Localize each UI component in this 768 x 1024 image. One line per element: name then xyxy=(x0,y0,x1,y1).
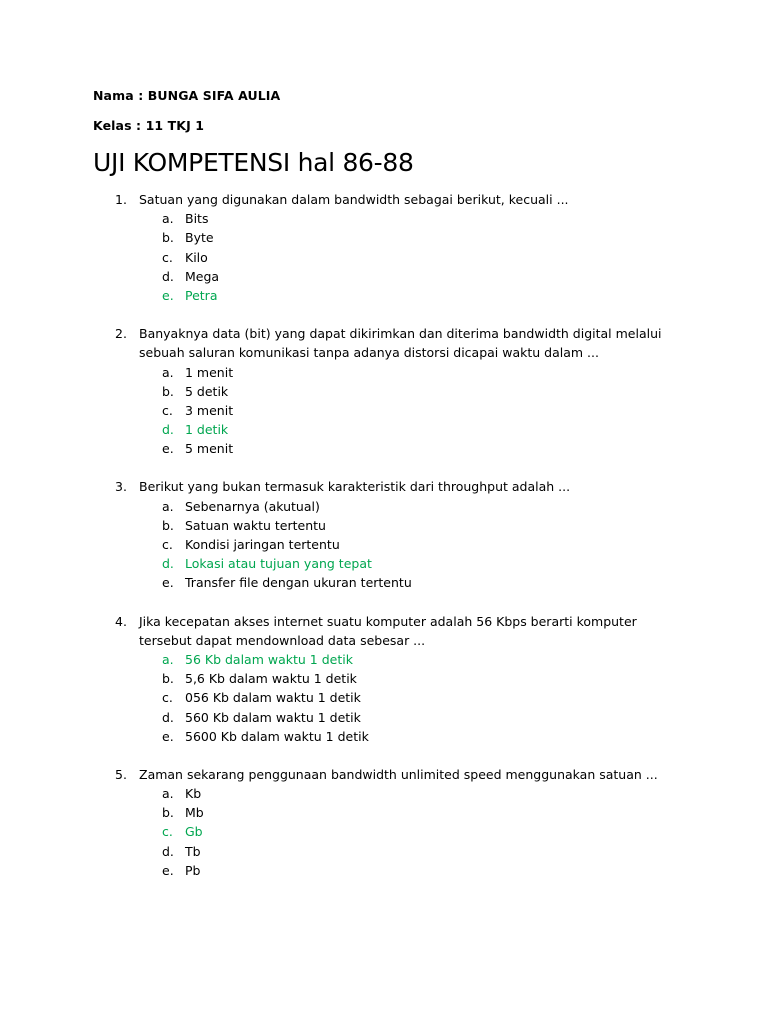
option-letter: d. xyxy=(162,709,174,725)
option-text: Transfer file dengan ukuran tertentu xyxy=(185,575,412,591)
option-letter: c. xyxy=(162,824,173,840)
answer-option xyxy=(0,439,768,458)
answer-option xyxy=(0,497,768,516)
question-line xyxy=(0,631,768,650)
option-text: Pb xyxy=(185,862,201,878)
question-text: Satuan yang digunakan dalam bandwidth sebagai berikut, kecuali ... xyxy=(139,192,569,207)
answer-option xyxy=(0,803,768,822)
answer-option-correct xyxy=(0,822,768,841)
option-text: 5,6 Kb dalam waktu 1 detik xyxy=(185,671,357,687)
question-text: Zaman sekarang penggunaan bandwidth unlimited speed menggunakan satuan ... xyxy=(139,766,658,782)
question-text: sebuah saluran komunikasi tanpa adanya distorsi dicapai waktu dalam ... xyxy=(139,345,599,361)
answer-option xyxy=(0,382,768,401)
option-text: Petra xyxy=(185,287,218,303)
option-text: 5600 Kb dalam waktu 1 detik xyxy=(185,728,369,744)
option-text: 3 menit xyxy=(185,402,234,418)
option-letter: b. xyxy=(162,230,174,246)
question-number: 3. xyxy=(115,479,127,495)
option-letter: b. xyxy=(162,671,174,687)
option-letter: c. xyxy=(162,402,173,418)
option-letter: a. xyxy=(162,211,174,227)
question-line xyxy=(0,477,768,496)
question-item xyxy=(0,612,768,746)
answer-option xyxy=(0,688,768,707)
question-number: 2. xyxy=(115,326,127,342)
question-number: 5. xyxy=(115,766,127,782)
answer-option-correct xyxy=(0,554,768,573)
option-letter: d. xyxy=(162,556,174,572)
option-letter: e. xyxy=(162,862,174,878)
option-text: Mega xyxy=(185,268,220,284)
option-text: Gb xyxy=(185,824,203,840)
option-letter: b. xyxy=(162,383,174,399)
answer-option xyxy=(0,401,768,420)
option-text: 560 Kb dalam waktu 1 detik xyxy=(185,709,361,725)
answer-option xyxy=(0,535,768,554)
option-text: Satuan waktu tertentu xyxy=(185,517,326,533)
answer-option xyxy=(0,209,768,228)
option-text: Mb xyxy=(185,805,204,821)
option-text: Bits xyxy=(185,211,209,227)
option-letter: b. xyxy=(162,517,174,533)
question-text: Jika kecepatan akses internet suatu komputer adalah 56 Kbps berarti komputer xyxy=(139,613,637,629)
answer-option xyxy=(0,267,768,286)
answer-option xyxy=(0,573,768,592)
answer-option-correct xyxy=(0,286,768,305)
question-line xyxy=(0,343,768,362)
question-item xyxy=(0,324,768,458)
answer-option xyxy=(0,363,768,382)
question-number: 1. xyxy=(115,192,127,207)
option-text: Kilo xyxy=(185,249,208,265)
question-item xyxy=(0,477,768,592)
question-line xyxy=(0,612,768,631)
option-letter: c. xyxy=(162,690,173,706)
option-text: Kb xyxy=(185,786,202,802)
option-letter: e. xyxy=(162,728,174,744)
question-list xyxy=(0,190,768,899)
option-letter: d. xyxy=(162,422,174,438)
option-letter: a. xyxy=(162,651,174,667)
option-letter: d. xyxy=(162,843,174,859)
question-text: Berikut yang bukan termasuk karakteristik dari throughput adalah ... xyxy=(139,479,571,495)
student-class: Kelas : 11 TKJ 1 xyxy=(93,118,205,133)
option-text: Tb xyxy=(185,843,201,859)
question-line xyxy=(0,324,768,343)
option-text: 56 Kb dalam waktu 1 detik xyxy=(185,651,353,667)
student-name: Nama : BUNGA SIFA AULIA xyxy=(93,88,281,103)
answer-option xyxy=(0,669,768,688)
option-letter: e. xyxy=(162,287,174,303)
question-line xyxy=(0,190,768,209)
answer-option xyxy=(0,784,768,803)
option-text: 1 detik xyxy=(185,422,229,438)
question-text: Banyaknya data (bit) yang dapat dikirimkan dan diterima bandwidth digital melalui xyxy=(139,326,662,342)
answer-option xyxy=(0,842,768,861)
option-text: Kondisi jaringan tertentu xyxy=(185,537,340,552)
question-line xyxy=(0,765,768,784)
option-text: Lokasi atau tujuan yang tepat xyxy=(185,556,372,572)
option-letter: a. xyxy=(162,364,174,380)
question-number: 4. xyxy=(115,613,127,629)
answer-option xyxy=(0,861,768,880)
option-text: 5 menit xyxy=(185,441,234,457)
option-letter: d. xyxy=(162,268,174,284)
option-text: 056 Kb dalam waktu 1 detik xyxy=(185,690,361,706)
option-text: Sebenarnya (akutual) xyxy=(185,498,320,514)
option-letter: a. xyxy=(162,498,174,514)
option-letter: b. xyxy=(162,805,174,821)
question-item xyxy=(0,765,768,880)
answer-option xyxy=(0,516,768,535)
option-text: Byte xyxy=(185,230,214,246)
answer-option-correct xyxy=(0,650,768,669)
answer-option-correct xyxy=(0,420,768,439)
option-letter: c. xyxy=(162,249,173,265)
option-text: 5 detik xyxy=(185,383,229,399)
answer-option xyxy=(0,228,768,247)
answer-option xyxy=(0,708,768,727)
question-text: tersebut dapat mendownload data sebesar ... xyxy=(139,632,426,648)
option-letter: c. xyxy=(162,537,173,552)
option-text: 1 menit xyxy=(185,364,234,380)
question-item xyxy=(0,190,768,305)
answer-option xyxy=(0,727,768,746)
option-letter: a. xyxy=(162,786,174,802)
option-letter: e. xyxy=(162,575,174,591)
page-title: UJI KOMPETENSI hal 86-88 xyxy=(93,148,414,177)
answer-option xyxy=(0,248,768,267)
option-letter: e. xyxy=(162,441,174,457)
